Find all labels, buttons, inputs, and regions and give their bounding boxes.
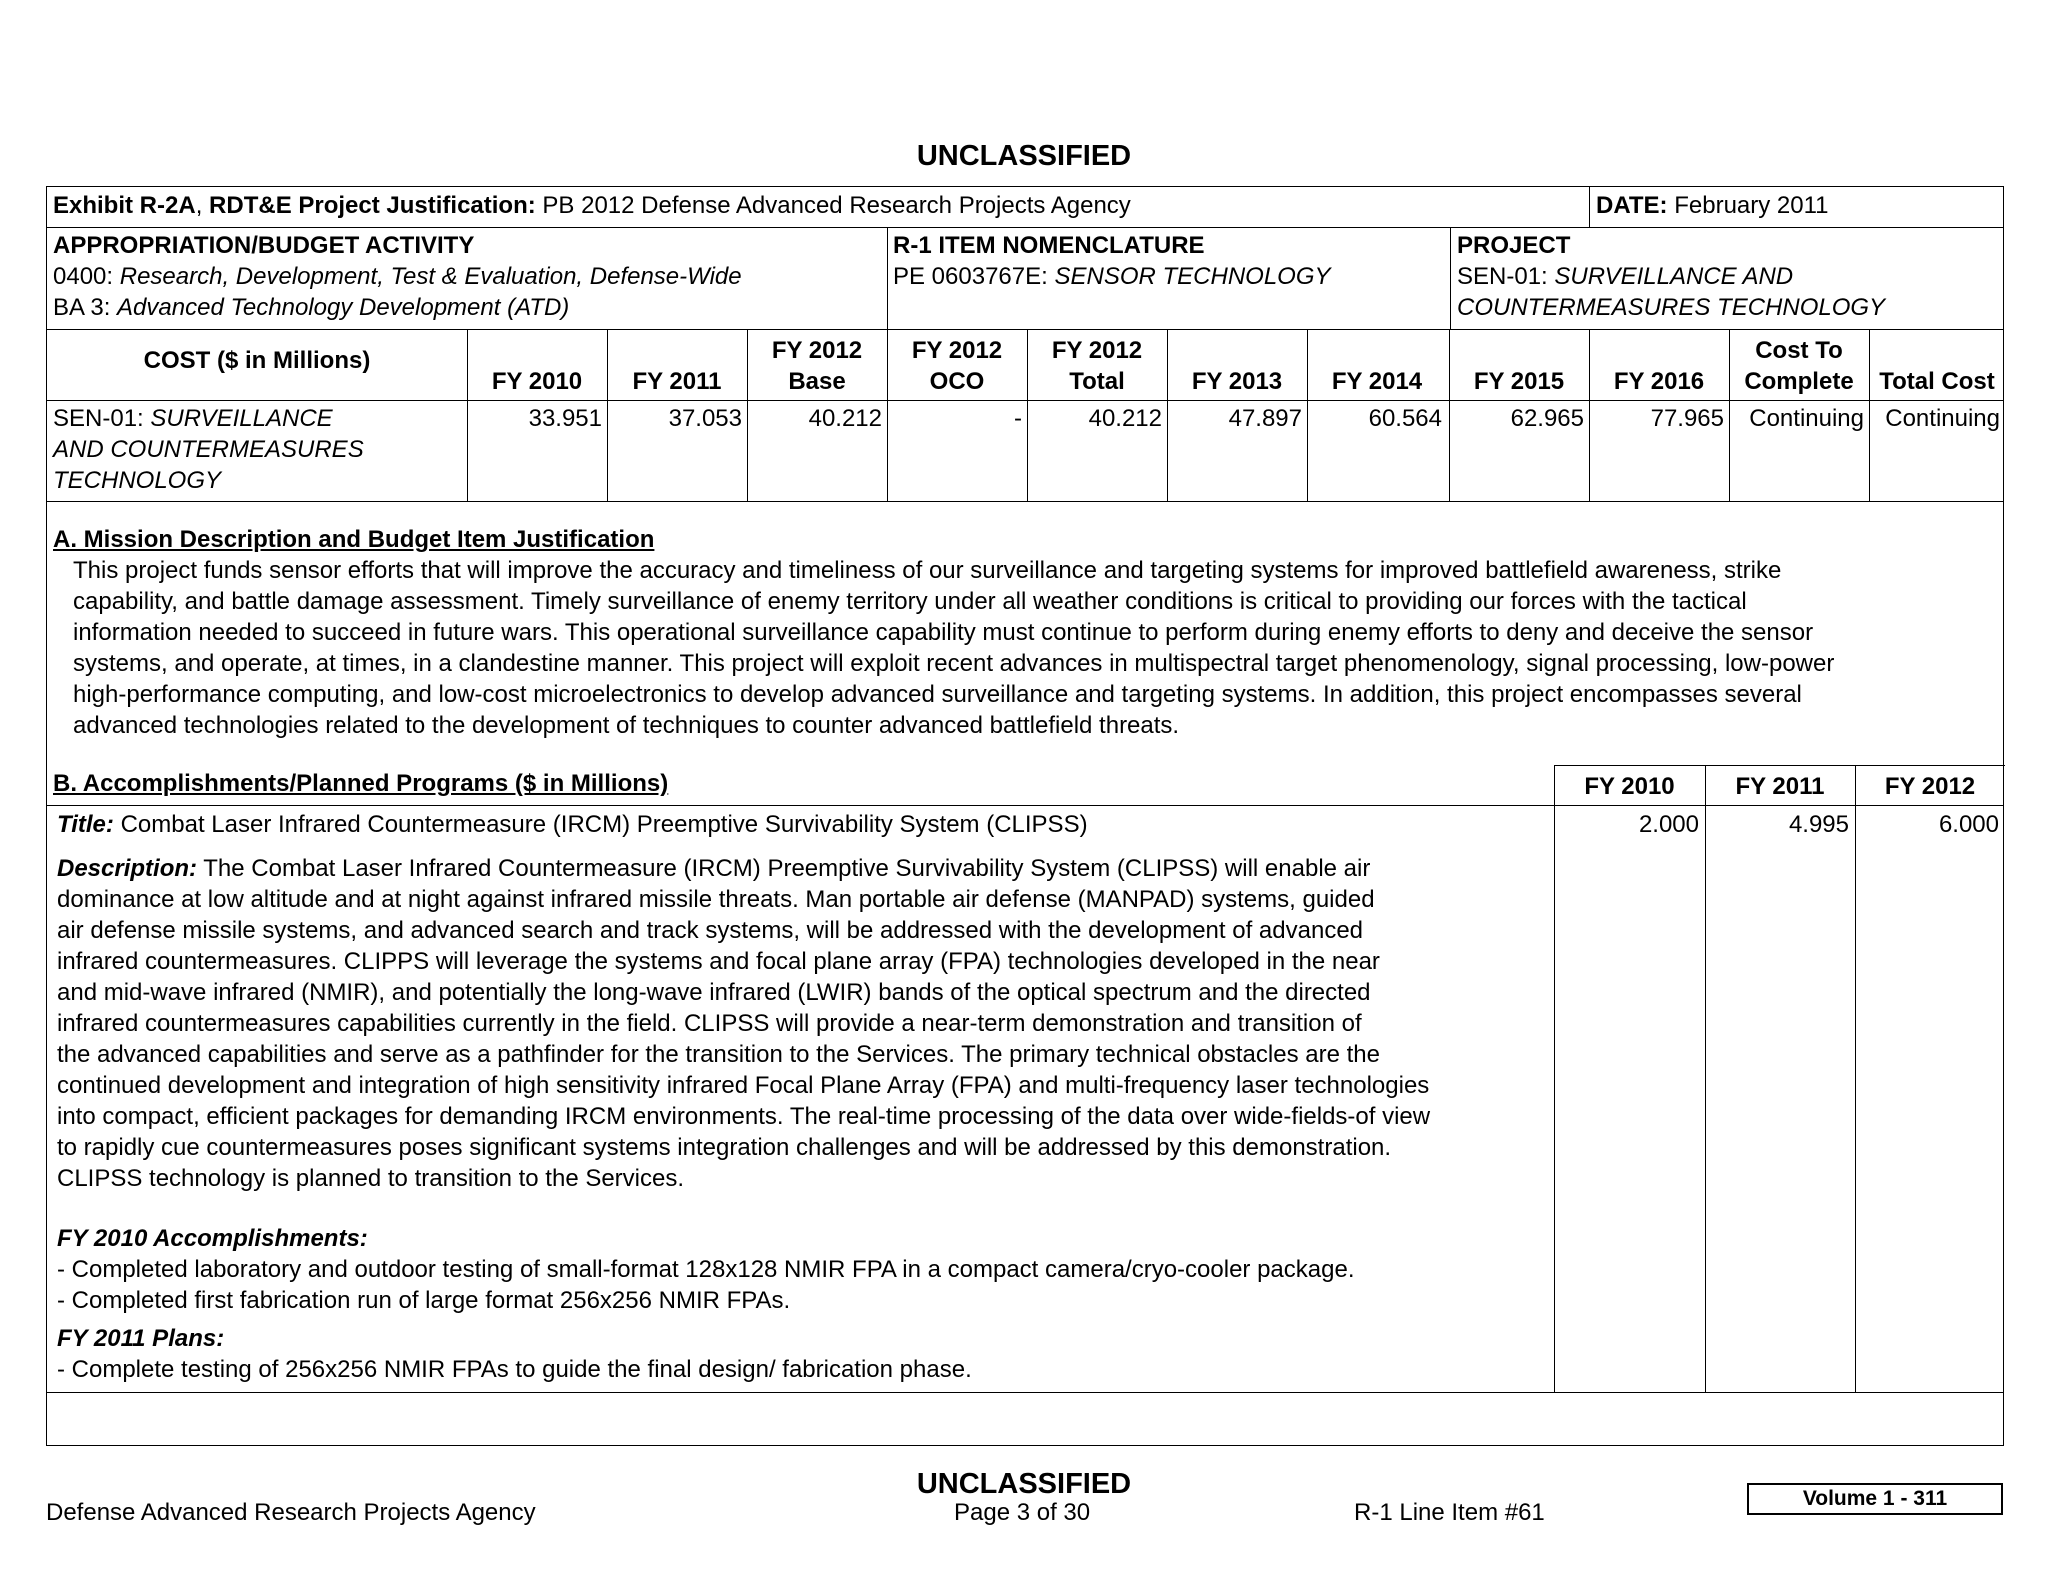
appropriation-text-2: Advanced Technology Development (ATD) bbox=[117, 294, 570, 321]
description-line bbox=[57, 853, 1370, 884]
cost-row-text-1: SURVEILLANCE bbox=[150, 405, 333, 432]
program-value-fy2012: 6.000 bbox=[1938, 811, 1999, 838]
cost-col-cost-to-complete-top: Cost To bbox=[1755, 337, 1843, 364]
divider bbox=[47, 805, 2003, 806]
divider bbox=[47, 400, 2003, 401]
appropriation-text-1: Research, Development, Test & Evaluation, Defense-Wide bbox=[119, 263, 742, 290]
divider bbox=[1554, 765, 1555, 1392]
appropriation-line-2 bbox=[53, 292, 569, 323]
acc-col-fy2012: FY 2012 bbox=[1884, 773, 1976, 800]
cost-col-fy2015-bottom: FY 2015 bbox=[1473, 368, 1565, 395]
cost-row-code: SEN-01: bbox=[53, 405, 144, 432]
project-label: PROJECT bbox=[1457, 232, 1571, 259]
cost-col-fy2012-total-top: FY 2012 bbox=[1051, 337, 1143, 364]
divider bbox=[47, 501, 2003, 502]
nomenclature-label: R-1 ITEM NOMENCLATURE bbox=[893, 232, 1205, 259]
cost-col-fy2012-oco-bottom: OCO bbox=[929, 368, 985, 395]
mission-line: advanced technologies related to the development of techniques to counter advanced battlefield threats. bbox=[73, 712, 1180, 739]
date-field bbox=[1596, 190, 1829, 221]
cost-col-fy2010-bottom: FY 2010 bbox=[491, 368, 583, 395]
cost-value-fy2012-total: 40.212 bbox=[1088, 405, 1162, 432]
cost-col-fy2012-total-bottom: Total bbox=[1069, 368, 1125, 395]
cost-col-cost-to-complete-bottom: Complete bbox=[1744, 368, 1854, 395]
divider bbox=[1450, 227, 1451, 329]
fy2010-heading: FY 2010 Accomplishments: bbox=[57, 1225, 368, 1252]
mission-line: This project funds sensor efforts that will improve the accuracy and timeliness of our surveillance and targeting systems for improved battlefield awareness, strike bbox=[73, 557, 1782, 584]
cost-row-title-2: AND COUNTERMEASURES bbox=[53, 436, 364, 463]
cost-col-fy2012-base-top: FY 2012 bbox=[771, 337, 863, 364]
classification-top: UNCLASSIFIED bbox=[916, 140, 1132, 172]
description-line: air defense missile systems, and advanced search and track systems, will be addressed with the development of advanced bbox=[57, 917, 1364, 944]
fy2010-item: - Completed laboratory and outdoor testing of small-format 128x128 NMIR FPA in a compact camera/cryo-cooler package. bbox=[57, 1256, 1355, 1283]
cost-label: COST ($ in Millions) bbox=[143, 347, 371, 374]
footer-line-item: R-1 Line Item #61 bbox=[1354, 1499, 1545, 1526]
description-line: the advanced capabilities and serve as a pathfinder for the transition to the Services. The primary technical obstacles are the bbox=[57, 1041, 1380, 1068]
description-line: into compact, efficient packages for demanding IRCM environments. The real-time processing of the data over wide-fields-of view bbox=[57, 1103, 1431, 1130]
divider bbox=[1589, 187, 1590, 227]
mission-heading: A. Mission Description and Budget Item Justification bbox=[53, 526, 655, 553]
cost-value-cost-to-complete: Continuing bbox=[1749, 405, 1864, 432]
program-value-fy2011: 4.995 bbox=[1788, 811, 1849, 838]
divider bbox=[1855, 765, 1856, 1392]
appropriation-line-1 bbox=[53, 261, 742, 292]
cost-value-fy2014: 60.564 bbox=[1368, 405, 1442, 432]
cost-value-fy2012-base: 40.212 bbox=[808, 405, 882, 432]
description-line: dominance at low altitude and at night against infrared missile threats. Man portable air defense (MANPAD) systems, guided bbox=[57, 886, 1375, 913]
divider bbox=[887, 227, 888, 329]
cost-value-fy2013: 47.897 bbox=[1228, 405, 1302, 432]
divider bbox=[47, 329, 2003, 330]
cost-col-fy2012-base-bottom: Base bbox=[788, 368, 846, 395]
description-label: Description: bbox=[57, 855, 198, 882]
footer-volume: Volume 1 - 311 bbox=[1747, 1483, 2003, 1515]
mission-line: high-performance computing, and low-cost microelectronics to develop advanced surveillance and targeting systems. In addition, this project encompasses several bbox=[73, 681, 1802, 708]
cost-row-title-1 bbox=[53, 403, 333, 434]
cost-value-fy2010: 33.951 bbox=[528, 405, 602, 432]
cost-value-fy2015: 62.965 bbox=[1510, 405, 1584, 432]
exhibit-title bbox=[53, 190, 1131, 221]
exhibit-label: RDT&E Project Justification: bbox=[209, 192, 536, 219]
fy2010-item: - Completed first fabrication run of large format 256x256 NMIR FPAs. bbox=[57, 1287, 791, 1314]
mission-line: systems, and operate, at times, in a clandestine manner. This project will exploit recent advances in multispectral target phenomenology, signal processing, low-power bbox=[73, 650, 1835, 677]
description-line: to rapidly cue countermeasures poses significant systems integration challenges and will be addressed by this demonstration. bbox=[57, 1134, 1392, 1161]
cost-col-fy2012-oco-top: FY 2012 bbox=[911, 337, 1003, 364]
project-line-2: COUNTERMEASURES TECHNOLOGY bbox=[1457, 294, 1886, 321]
appropriation-label: APPROPRIATION/BUDGET ACTIVITY bbox=[53, 232, 475, 259]
description-line: infrared countermeasures. CLIPPS will leverage the systems and focal plane array (FPA) technologies developed in the near bbox=[57, 948, 1380, 975]
program-title-text: Combat Laser Infrared Countermeasure (IRCM) Preemptive Survivability System (CLIPSS) bbox=[120, 811, 1088, 838]
cost-col-fy2011-bottom: FY 2011 bbox=[632, 368, 722, 395]
classification-bottom: UNCLASSIFIED bbox=[916, 1468, 1132, 1500]
appropriation-code-1: 0400: bbox=[53, 263, 114, 290]
divider bbox=[47, 1392, 2003, 1393]
nomenclature-text: SENSOR TECHNOLOGY bbox=[1054, 263, 1331, 290]
cost-value-fy2011: 37.053 bbox=[668, 405, 742, 432]
cost-col-fy2013-bottom: FY 2013 bbox=[1191, 368, 1283, 395]
project-line-1 bbox=[1457, 261, 1793, 292]
date-value: February 2011 bbox=[1674, 192, 1829, 219]
divider bbox=[47, 227, 2003, 228]
appropriation-code-2: BA 3: bbox=[53, 294, 111, 321]
mission-line: information needed to succeed in future wars. This operational surveillance capability must continue to perform during enemy efforts to deny and deceive the sensor bbox=[73, 619, 1814, 646]
accomplishments-heading: B. Accomplishments/Planned Programs ($ in Millions) bbox=[53, 770, 669, 797]
acc-col-fy2011: FY 2011 bbox=[1735, 773, 1825, 800]
date-label: DATE: bbox=[1596, 192, 1668, 219]
footer-page: Page 3 of 30 bbox=[954, 1499, 1091, 1526]
nomenclature-value bbox=[893, 261, 1331, 292]
cost-value-total-cost: Continuing bbox=[1885, 405, 2000, 432]
description-line: infrared countermeasures capabilities currently in the field. CLIPSS will provide a near-term demonstration and transition of bbox=[57, 1010, 1362, 1037]
project-text-1: SURVEILLANCE AND bbox=[1554, 263, 1794, 290]
cost-value-fy2016: 77.965 bbox=[1650, 405, 1724, 432]
footer-agency: Defense Advanced Research Projects Agency bbox=[46, 1499, 536, 1526]
acc-col-fy2010: FY 2010 bbox=[1584, 773, 1675, 800]
fy2011-heading: FY 2011 Plans: bbox=[57, 1325, 225, 1352]
exhibit-separator: , bbox=[195, 192, 210, 219]
cost-col-fy2014-bottom: FY 2014 bbox=[1331, 368, 1423, 395]
description-line: continued development and integration of high sensitivity infrared Focal Plane Array (FPA) and multi-frequency laser technologies bbox=[57, 1072, 1430, 1099]
program-title bbox=[57, 809, 1088, 840]
cost-row-title-3: TECHNOLOGY bbox=[53, 467, 222, 494]
mission-line: capability, and battle damage assessment. Timely surveillance of enemy territory under all weather conditions is critical to providing our forces with the tactical bbox=[73, 588, 1747, 615]
fy2011-item: - Complete testing of 256x256 NMIR FPAs to guide the final design/ fabrication phase. bbox=[57, 1356, 972, 1383]
nomenclature-code: PE 0603767E: bbox=[893, 263, 1048, 290]
program-title-label: Title: bbox=[57, 811, 114, 838]
cost-col-total-cost-bottom: Total Cost bbox=[1879, 368, 1995, 395]
exhibit-value: PB 2012 Defense Advanced Research Projects Agency bbox=[542, 192, 1131, 219]
cost-col-fy2016-bottom: FY 2016 bbox=[1613, 368, 1705, 395]
exhibit-id: Exhibit R-2A bbox=[53, 192, 196, 219]
divider bbox=[1705, 765, 1706, 1392]
description-text: The Combat Laser Infrared Countermeasure (IRCM) Preemptive Survivability System (CLIPSS) will enable air bbox=[203, 855, 1371, 882]
description-line: and mid-wave infrared (NMIR), and potentially the long-wave infrared (LWIR) bands of the optical spectrum and the directed bbox=[57, 979, 1371, 1006]
exhibit-frame bbox=[46, 186, 2004, 1446]
description-line: CLIPSS technology is planned to transition to the Services. bbox=[57, 1165, 685, 1192]
divider bbox=[1554, 765, 2005, 766]
project-code: SEN-01: bbox=[1457, 263, 1548, 290]
cost-value-fy2012-oco: - bbox=[1014, 405, 1022, 432]
program-value-fy2010: 2.000 bbox=[1638, 811, 1699, 838]
